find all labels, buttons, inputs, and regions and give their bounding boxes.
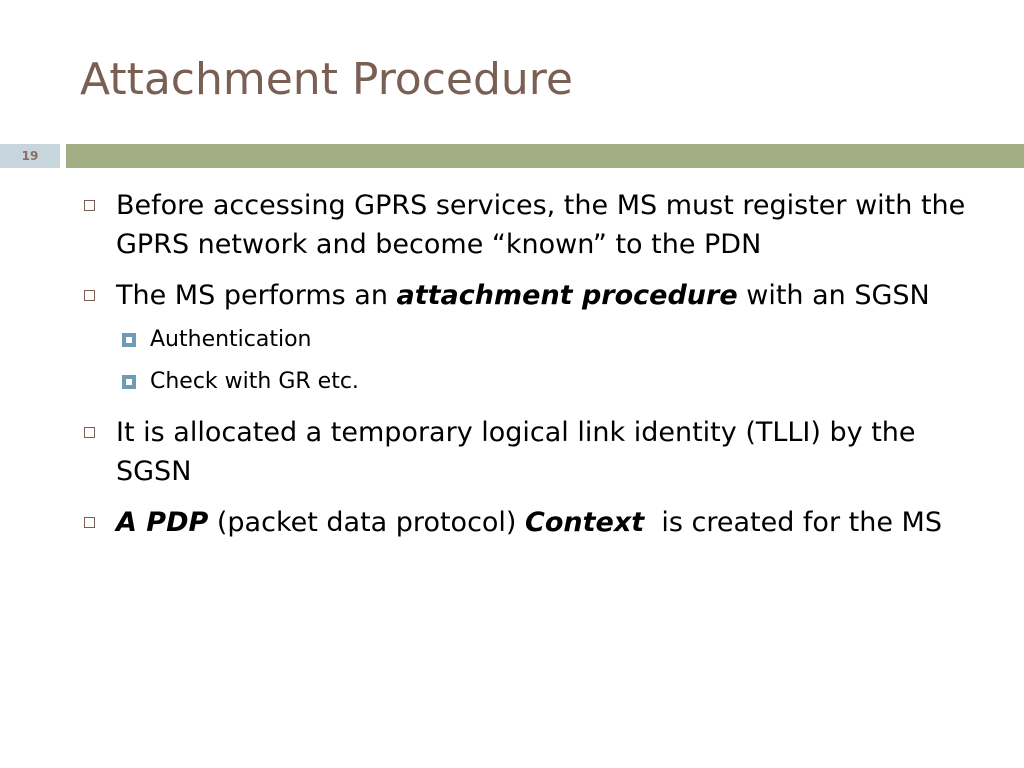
bullet-text-middle: (packet data protocol) (208, 507, 526, 538)
sub-bullet-list (80, 319, 980, 403)
bullet-item (80, 503, 980, 542)
slide-title: Attachment Procedure (80, 54, 574, 105)
bullet-text-pre: The MS performs an (116, 280, 397, 311)
bullet-item (80, 413, 980, 491)
square-bullet-icon (84, 290, 95, 301)
slide-number-box (0, 144, 60, 168)
bullet-text: Before accessing GPRS services, the MS must register with the GPRS network and become “known” to the PDN (116, 190, 966, 260)
bullet-text-post: with an SGSN (737, 280, 930, 311)
bullet-emphasis: A PDP (116, 507, 209, 538)
sub-bullet-text: Authentication (150, 327, 312, 352)
bullet-emphasis: attachment procedure (396, 280, 738, 311)
filled-square-bullet-icon (122, 333, 136, 347)
bullet-text-post: is created for the MS (644, 507, 942, 538)
slide-number: 19 (21, 149, 39, 163)
bullet-item (80, 276, 980, 315)
square-bullet-icon (84, 427, 95, 438)
bullet-item (80, 186, 980, 264)
filled-square-bullet-icon (122, 375, 136, 389)
slide-content (80, 186, 980, 554)
square-bullet-icon (84, 200, 95, 211)
bullet-text: It is allocated a temporary logical link identity (TLLI) by the SGSN (116, 417, 916, 487)
sub-bullet-item (80, 361, 980, 403)
accent-bar (66, 144, 1024, 168)
square-bullet-icon (84, 517, 95, 528)
sub-bullet-text: Check with GR etc. (150, 369, 359, 394)
sub-bullet-item (80, 319, 980, 361)
bullet-emphasis: Context (525, 507, 645, 538)
